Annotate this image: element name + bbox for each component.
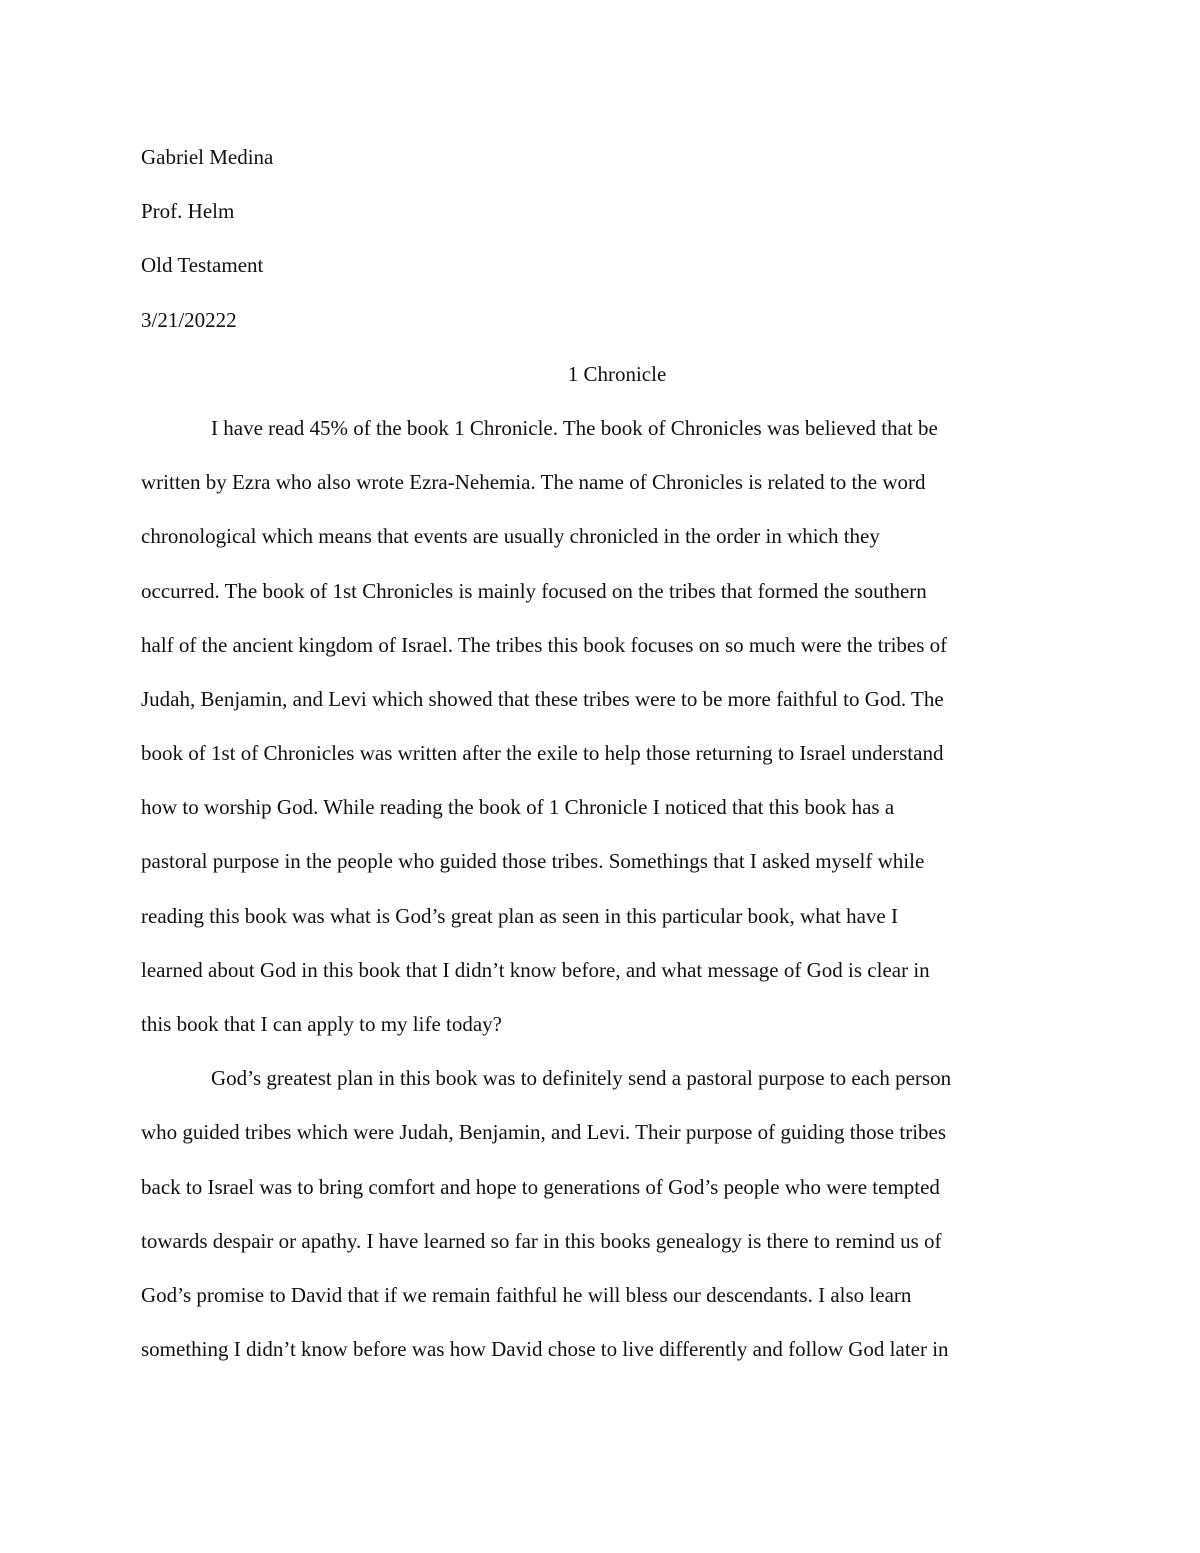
document-body xyxy=(141,140,1053,1386)
author-name: Gabriel Medina xyxy=(141,145,274,169)
paragraph-1 xyxy=(141,411,1053,1061)
document-title: 1 Chronicle xyxy=(567,361,667,386)
paragraph-line: Judah, Benjamin, and Levi which showed that these tribes were to be more faithful to God. The xyxy=(141,686,944,711)
paragraph-line: learned about God in this book that I didn’t know before, and what message of God is clear in xyxy=(141,957,930,982)
paragraph-line: this book that I can apply to my life today? xyxy=(141,1012,502,1036)
paragraph-line: chronological which means that events are usually chronicled in the order in which they xyxy=(141,524,880,549)
paragraph-line: how to worship God. While reading the book of 1 Chronicle I noticed that this book has a xyxy=(141,795,895,820)
paragraph-line: reading this book was what is God’s great plan as seen in this particular book, what have I xyxy=(141,903,898,928)
paragraph-2 xyxy=(141,1061,1053,1386)
paragraph-line: God’s greatest plan in this book was to definitely send a pastoral purpose to each person xyxy=(211,1066,952,1091)
paragraph-line: who guided tribes which were Judah, Benjamin, and Levi. Their purpose of guiding those tribes xyxy=(141,1120,947,1145)
paragraph-line: towards despair or apathy. I have learned so far in this books genealogy is there to remind us of xyxy=(141,1228,942,1253)
paragraph-line: book of 1st of Chronicles was written after the exile to help those returning to Israel understand xyxy=(141,741,944,766)
paragraph-line: half of the ancient kingdom of Israel. The tribes this book focuses on so much were the tribes of xyxy=(141,632,948,657)
paragraph-line: something I didn’t know before was how David chose to live differently and follow God later in xyxy=(141,1337,949,1362)
paragraph-line: written by Ezra who also wrote Ezra-Nehemia. The name of Chronicles is related to the word xyxy=(141,470,926,495)
paragraph-line: God’s promise to David that if we remain faithful he will bless our descendants. I also learn xyxy=(141,1282,912,1307)
paragraph-line: occurred. The book of 1st Chronicles is mainly focused on the tribes that formed the southern xyxy=(141,578,927,603)
paragraph-line: pastoral purpose in the people who guided those tribes. Somethings that I asked myself while xyxy=(141,849,925,874)
document-date: 3/21/20222 xyxy=(141,307,237,332)
paragraph-line: I have read 45% of the book 1 Chronicle. The book of Chronicles was believed that be xyxy=(211,415,938,440)
course-name: Old Testament xyxy=(141,253,264,278)
professor-name: Prof. Helm xyxy=(141,199,235,224)
paragraph-line: back to Israel was to bring comfort and hope to generations of God’s people who were tempted xyxy=(141,1174,940,1199)
